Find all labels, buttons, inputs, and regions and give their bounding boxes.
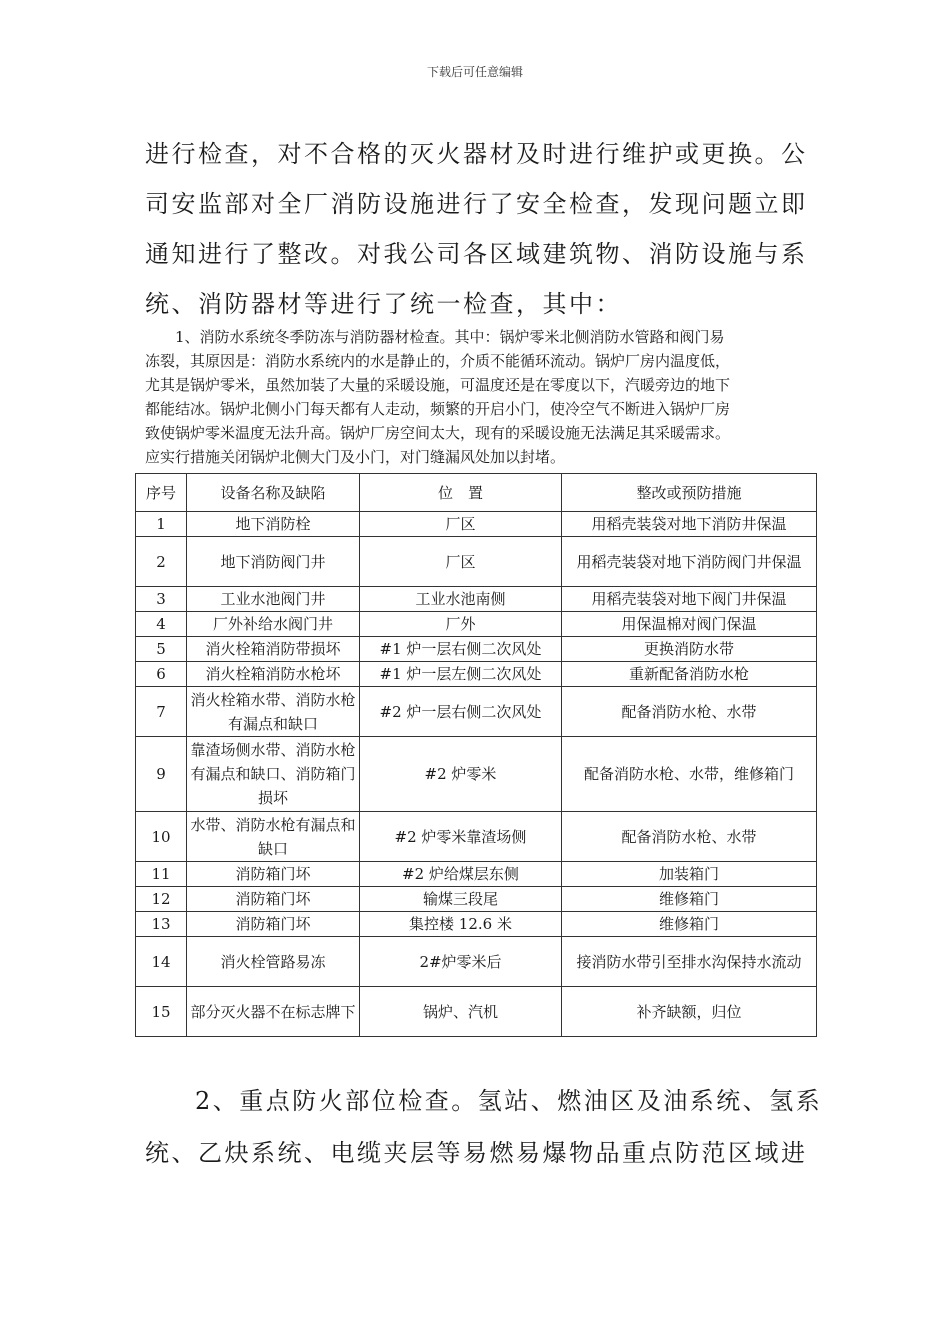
table-row: [136, 812, 817, 862]
section1-line: 冻裂，其原因是：消防水系统内的水是静止的，介质不能循环流动。锅炉厂房内温度低，: [145, 352, 731, 370]
cell-no: 6: [136, 662, 187, 687]
section1-line: 1、消防水系统冬季防冻与消防器材检查。其中：锅炉零米北侧消防水管路和阀门易: [175, 328, 725, 346]
cell-action: 用稻壳装袋对地下消防井保温: [562, 512, 817, 537]
cell-item: 消火栓箱消防水枪坏: [187, 662, 360, 687]
header-action: 整改或预防措施: [562, 474, 817, 512]
cell-location: #2 炉零米: [360, 737, 562, 812]
table-row: [136, 637, 817, 662]
cell-item: 厂外补给水阀门井: [187, 612, 360, 637]
cell-item: 地下消防栓: [187, 512, 360, 537]
cell-no: 11: [136, 862, 187, 887]
section1-line: 致使锅炉零米温度无法升高。锅炉厂房空间太大，现有的采暖设施无法满足其采暖需求。: [145, 424, 731, 442]
table-row: [136, 887, 817, 912]
cell-action: 加装箱门: [562, 862, 817, 887]
cell-item: 部分灭火器不在标志牌下: [187, 987, 360, 1037]
cell-item: 消火栓箱水带、消防水枪有漏点和缺口: [187, 687, 360, 737]
table-row: [136, 862, 817, 887]
section2-line: 2、重点防火部位检查。氢站、燃油区及油系统、氢系: [195, 1087, 823, 1115]
header-no: 序号: [136, 474, 187, 512]
table-row: [136, 937, 817, 987]
cell-location: 输煤三段尾: [360, 887, 562, 912]
cell-item: 地下消防阀门井: [187, 537, 360, 587]
table-row: [136, 512, 817, 537]
table-header-row: [136, 474, 817, 512]
header-location: 位 置: [360, 474, 562, 512]
cell-item: 消火栓管路易冻: [187, 937, 360, 987]
cell-location: #2 炉零米靠渣场侧: [360, 812, 562, 862]
cell-item: 消防箱门坏: [187, 887, 360, 912]
cell-action: 接消防水带引至排水沟保持水流动: [562, 937, 817, 987]
cell-no: 5: [136, 637, 187, 662]
cell-location: #2 炉给煤层东侧: [360, 862, 562, 887]
section1-line: 都能结冰。锅炉北侧小门每天都有人走动，频繁的开启小门，使冷空气不断进入锅炉厂房: [145, 400, 731, 418]
table-row: [136, 737, 817, 812]
cell-action: 更换消防水带: [562, 637, 817, 662]
cell-location: 锅炉、汽机: [360, 987, 562, 1037]
inspection-table: [135, 473, 817, 1037]
cell-location: 厂区: [360, 537, 562, 587]
table-row: [136, 537, 817, 587]
cell-location: 工业水池南侧: [360, 587, 562, 612]
intro-line: 司安监部对全厂消防设施进行了安全检查，发现问题立即: [145, 190, 808, 218]
section2-line: 统、乙炔系统、电缆夹层等易燃易爆物品重点防范区域进: [145, 1139, 808, 1167]
cell-item: 靠渣场侧水带、消防水枪有漏点和缺口、消防箱门损坏: [187, 737, 360, 812]
cell-location: 2#炉零米后: [360, 937, 562, 987]
cell-no: 4: [136, 612, 187, 637]
cell-action: 维修箱门: [562, 887, 817, 912]
page-header: 下载后可任意编辑: [426, 65, 523, 79]
cell-item: 消火栓箱消防带损坏: [187, 637, 360, 662]
cell-no: 15: [136, 987, 187, 1037]
cell-no: 9: [136, 737, 187, 812]
section1-line: 应实行措施关闭锅炉北侧大门及小门，对门缝漏风处加以封堵。: [145, 448, 566, 466]
cell-location: 集控楼 12.6 米: [360, 912, 562, 937]
cell-action: 用保温棉对阀门保温: [562, 612, 817, 637]
cell-item: 消防箱门坏: [187, 862, 360, 887]
cell-location: #1 炉一层左侧二次风处: [360, 662, 562, 687]
table-row: [136, 662, 817, 687]
header-item: 设备名称及缺陷: [187, 474, 360, 512]
cell-action: 配备消防水枪、水带: [562, 812, 817, 862]
cell-no: 10: [136, 812, 187, 862]
section1-line: 尤其是锅炉零米，虽然加装了大量的采暖设施，可温度还是在零度以下，汽暖旁边的地下: [145, 376, 731, 394]
cell-no: 12: [136, 887, 187, 912]
table-row: [136, 587, 817, 612]
table-row: [136, 687, 817, 737]
cell-no: 13: [136, 912, 187, 937]
cell-action: 重新配备消防水枪: [562, 662, 817, 687]
table-row: [136, 987, 817, 1037]
cell-action: 配备消防水枪、水带，维修箱门: [562, 737, 817, 812]
cell-item: 工业水池阀门井: [187, 587, 360, 612]
cell-action: 配备消防水枪、水带: [562, 687, 817, 737]
intro-line: 统、消防器材等进行了统一检查，其中：: [145, 290, 622, 318]
table-row: [136, 612, 817, 637]
cell-action: 用稻壳装袋对地下阀门井保温: [562, 587, 817, 612]
cell-location: 厂外: [360, 612, 562, 637]
intro-line: 进行检查，对不合格的灭火器材及时进行维护或更换。公: [145, 140, 808, 168]
table-row: [136, 912, 817, 937]
cell-action: 补齐缺额，归位: [562, 987, 817, 1037]
cell-action: 用稻壳装袋对地下消防阀门井保温: [562, 537, 817, 587]
cell-no: 3: [136, 587, 187, 612]
cell-no: 7: [136, 687, 187, 737]
cell-no: 2: [136, 537, 187, 587]
cell-item: 消防箱门坏: [187, 912, 360, 937]
cell-location: #2 炉一层右侧二次风处: [360, 687, 562, 737]
cell-no: 14: [136, 937, 187, 987]
cell-item: 水带、消防水枪有漏点和缺口: [187, 812, 360, 862]
cell-no: 1: [136, 512, 187, 537]
intro-line: 通知进行了整改。对我公司各区域建筑物、消防设施与系: [145, 240, 808, 268]
cell-action: 维修箱门: [562, 912, 817, 937]
cell-location: 厂区: [360, 512, 562, 537]
cell-location: #1 炉一层右侧二次风处: [360, 637, 562, 662]
